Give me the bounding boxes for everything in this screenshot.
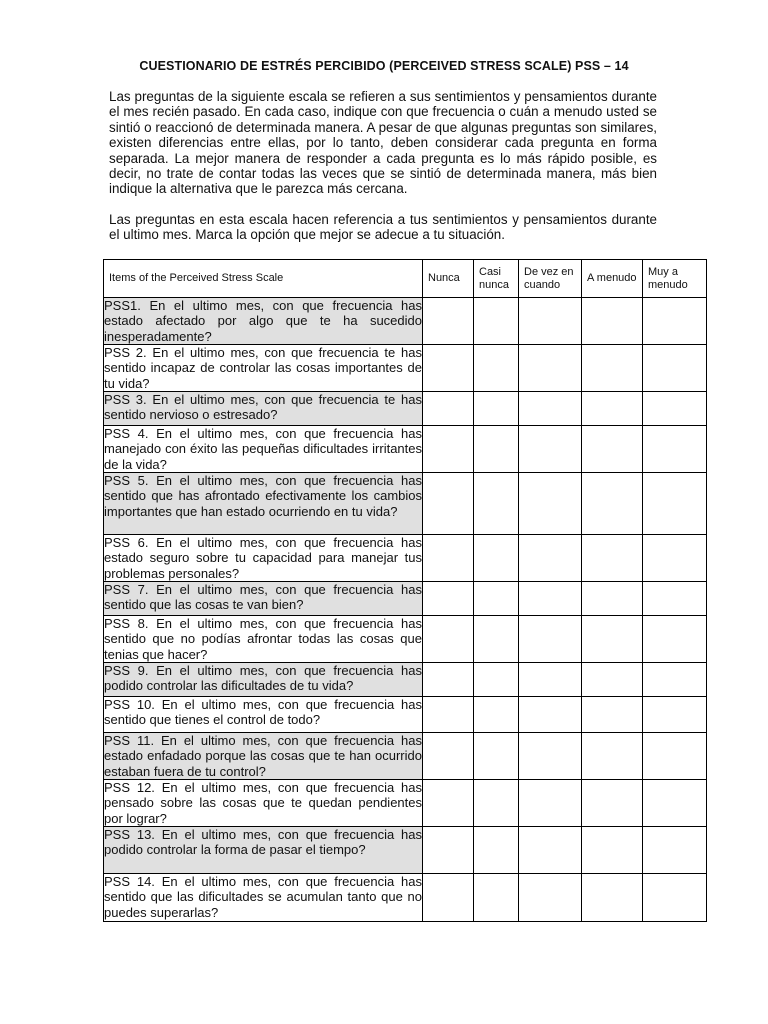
answer-cell[interactable] — [643, 426, 707, 473]
pss-table — [103, 259, 707, 922]
table-row — [104, 780, 707, 827]
answer-cell[interactable] — [474, 535, 519, 582]
answer-cell[interactable] — [582, 616, 643, 663]
answer-cell[interactable] — [474, 780, 519, 827]
answer-cell[interactable] — [643, 780, 707, 827]
intro-paragraph-1: Las preguntas de la siguiente escala se refieren a sus sentimientos y pensamientos durante el mes recién pasado. En cada caso, indique con que frecuencia o cuán a menudo usted se sintió o reaccionó de determinada manera. A pesar de que algunas preguntas son similares, existen diferencias entre ellas, por lo tanto, deben considerar cada pregunta en forma separada. La mejor manera de responder a cada pregunta es lo más rápido posible, es decir, no trate de contar todas las veces que se sintió de determinada manera, más bien indique la alternativa que le parezca más cercana. — [109, 89, 657, 197]
answer-cell[interactable] — [474, 697, 519, 733]
pss-item-text: PSS 10. En el ultimo mes, con que frecuencia has sentido que tienes el control de todo? — [104, 697, 423, 733]
answer-cell[interactable] — [519, 780, 582, 827]
answer-cell[interactable] — [582, 663, 643, 697]
table-row — [104, 392, 707, 426]
answer-cell[interactable] — [474, 426, 519, 473]
answer-cell[interactable] — [519, 582, 582, 616]
answer-cell[interactable] — [582, 874, 643, 922]
answer-cell[interactable] — [423, 616, 474, 663]
answer-cell[interactable] — [519, 473, 582, 535]
header-option-muy-a-menudo: Muy a menudo — [643, 260, 707, 298]
answer-cell[interactable] — [474, 392, 519, 426]
table-row — [104, 582, 707, 616]
answer-cell[interactable] — [643, 473, 707, 535]
answer-cell[interactable] — [582, 426, 643, 473]
answer-cell[interactable] — [519, 697, 582, 733]
answer-cell[interactable] — [474, 733, 519, 780]
answer-cell[interactable] — [474, 874, 519, 922]
pss-item-text: PSS 9. En el ultimo mes, con que frecuencia has podido controlar las dificultades de tu vida? — [104, 663, 423, 697]
table-row — [104, 426, 707, 473]
answer-cell[interactable] — [519, 392, 582, 426]
answer-cell[interactable] — [519, 663, 582, 697]
pss-item-text: PSS 5. En el ultimo mes, con que frecuencia has sentido que has afrontado efectivamente los cambios importantes que han estado ocurriendo en tu vida? — [104, 473, 423, 535]
answer-cell[interactable] — [423, 827, 474, 874]
pss-item-text: PSS 8. En el ultimo mes, con que frecuencia has sentido que no podías afrontar todas las cosas que tenias que hacer? — [104, 616, 422, 662]
intro-paragraph-2: Las preguntas en esta escala hacen referencia a tus sentimientos y pensamientos durante el ultimo mes. Marca la opción que mejor se adecue a tu situación. — [109, 212, 657, 243]
answer-cell[interactable] — [582, 582, 643, 616]
pss-item-text: PSS 6. En el ultimo mes, con que frecuencia has estado seguro sobre tu capacidad para manejar tus problemas personales? — [104, 535, 422, 581]
table-row — [104, 473, 707, 535]
answer-cell[interactable] — [582, 535, 643, 582]
answer-cell[interactable] — [643, 663, 707, 697]
answer-cell[interactable] — [519, 616, 582, 663]
table-row — [104, 616, 707, 663]
answer-cell[interactable] — [643, 345, 707, 392]
table-row — [104, 733, 707, 780]
answer-cell[interactable] — [423, 733, 474, 780]
answer-cell[interactable] — [582, 345, 643, 392]
answer-cell[interactable] — [643, 535, 707, 582]
header-option-casi-nunca: Casi nunca — [474, 260, 519, 298]
answer-cell[interactable] — [519, 298, 582, 345]
answer-cell[interactable] — [519, 535, 582, 582]
answer-cell[interactable] — [582, 473, 643, 535]
answer-cell[interactable] — [582, 827, 643, 874]
pss-item-text: PSS 3. En el ultimo mes, con que frecuencia te has sentido nervioso o estresado? — [104, 392, 423, 426]
header-items-label: Items of the Perceived Stress Scale — [104, 260, 423, 298]
pss-item-text: PSS 12. En el ultimo mes, con que frecuencia has pensado sobre las cosas que te quedan pendientes por lograr? — [104, 780, 422, 826]
answer-cell[interactable] — [582, 392, 643, 426]
answer-cell[interactable] — [643, 616, 707, 663]
answer-cell[interactable] — [474, 663, 519, 697]
answer-cell[interactable] — [519, 426, 582, 473]
answer-cell[interactable] — [582, 780, 643, 827]
answer-cell[interactable] — [423, 298, 474, 345]
document-title: CUESTIONARIO DE ESTRÉS PERCIBIDO (PERCEIVED STRESS SCALE) PSS – 14 — [139, 59, 629, 73]
answer-cell[interactable] — [474, 473, 519, 535]
answer-cell[interactable] — [582, 733, 643, 780]
answer-cell[interactable] — [519, 345, 582, 392]
answer-cell[interactable] — [643, 298, 707, 345]
answer-cell[interactable] — [643, 874, 707, 922]
table-row — [104, 535, 707, 582]
answer-cell[interactable] — [423, 697, 474, 733]
header-option-nunca: Nunca — [423, 260, 474, 298]
answer-cell[interactable] — [423, 535, 474, 582]
pss-item-text: PSS 7. En el ultimo mes, con que frecuencia has sentido que las cosas te van bien? — [104, 582, 423, 616]
table-row — [104, 697, 707, 733]
table-row — [104, 663, 707, 697]
answer-cell[interactable] — [474, 616, 519, 663]
table-row — [104, 298, 707, 345]
answer-cell[interactable] — [582, 697, 643, 733]
answer-cell[interactable] — [423, 392, 474, 426]
table-row — [104, 874, 707, 922]
answer-cell[interactable] — [519, 827, 582, 874]
answer-cell[interactable] — [474, 298, 519, 345]
header-option-de-vez-en-cuando: De vez en cuando — [519, 260, 582, 298]
answer-cell[interactable] — [582, 298, 643, 345]
table-header-row — [104, 260, 707, 298]
answer-cell[interactable] — [474, 827, 519, 874]
pss-item-text: PSS 2. En el ultimo mes, con que frecuencia te has sentido incapaz de controlar las cosas importantes de tu vida? — [104, 345, 422, 391]
answer-cell[interactable] — [643, 582, 707, 616]
answer-cell[interactable] — [423, 345, 474, 392]
answer-cell[interactable] — [423, 663, 474, 697]
table-row — [104, 827, 707, 874]
answer-cell[interactable] — [474, 582, 519, 616]
answer-cell[interactable] — [474, 345, 519, 392]
answer-cell[interactable] — [519, 874, 582, 922]
table-row — [104, 345, 707, 392]
pss-item-text: PSS1. En el ultimo mes, con que frecuencia has estado afectado por algo que te ha sucedido inesperadamente? — [104, 298, 422, 344]
answer-cell[interactable] — [423, 473, 474, 535]
pss-item-text: PSS 4. En el ultimo mes, con que frecuencia has manejado con éxito las pequeñas dificultades irritantes de la vida? — [104, 426, 422, 472]
answer-cell[interactable] — [643, 697, 707, 733]
answer-cell[interactable] — [423, 582, 474, 616]
pss-item-text: PSS 11. En el ultimo mes, con que frecuencia has estado enfadado porque las cosas que te han ocurrido estaban fuera de tu control? — [104, 733, 422, 779]
header-option-a-menudo: A menudo — [582, 260, 643, 298]
answer-cell[interactable] — [519, 733, 582, 780]
answer-cell[interactable] — [423, 874, 474, 922]
answer-cell[interactable] — [423, 780, 474, 827]
pss-item-text: PSS 14. En el ultimo mes, con que frecuencia has sentido que las dificultades se acumulan tanto que no puedes superarlas? — [104, 874, 422, 920]
pss-item-text: PSS 13. En el ultimo mes, con que frecuencia has podido controlar la forma de pasar el tiempo? — [104, 827, 423, 874]
answer-cell[interactable] — [643, 392, 707, 426]
answer-cell[interactable] — [643, 733, 707, 780]
answer-cell[interactable] — [643, 827, 707, 874]
answer-cell[interactable] — [423, 426, 474, 473]
